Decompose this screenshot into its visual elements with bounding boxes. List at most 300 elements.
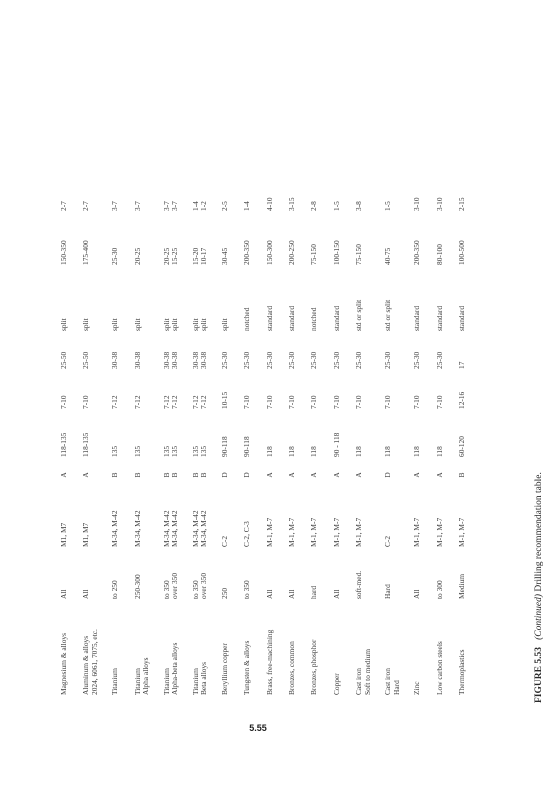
cell-line: Beryllium copper <box>219 643 229 695</box>
cell-line: standard <box>331 305 341 331</box>
table-row <box>436 182 458 700</box>
cell-line: 25-30 <box>242 351 252 369</box>
cell-grade <box>436 462 458 488</box>
cell-grade <box>221 462 243 488</box>
cell-line: M-1, M-7 <box>286 517 296 547</box>
cell-line: 100-150 <box>331 240 341 265</box>
cell-feed <box>221 182 243 216</box>
cell-line: std or split <box>354 299 364 331</box>
cell-hardness <box>60 552 82 604</box>
cell-helix <box>111 336 133 374</box>
cell-line: 7-10 <box>59 395 68 409</box>
cell-point <box>355 270 384 336</box>
cell-line: 20-25 <box>161 247 171 265</box>
cell-line: Bronzes, phosphor <box>309 639 319 695</box>
cell-helix <box>310 336 332 374</box>
cell-line: 118 <box>309 446 319 457</box>
cell-line: 118 <box>383 446 393 457</box>
cell-line: A <box>354 472 364 478</box>
cell-material <box>60 604 82 700</box>
cell-drill <box>458 488 480 552</box>
cell-speed <box>355 216 384 270</box>
cell-line: 200-350 <box>412 240 422 265</box>
cell-line: 7-10 <box>354 395 364 409</box>
cell-feed <box>288 182 310 216</box>
cell-line: split <box>81 318 91 331</box>
cell-line: standard <box>456 305 466 331</box>
page-number: 5.55 <box>249 723 267 733</box>
cell-helix <box>458 336 480 374</box>
cell-grade <box>163 462 192 488</box>
table-row <box>82 182 111 700</box>
cell-line: 2-5 <box>219 201 229 211</box>
cell-line: Magnesium & alloys <box>59 633 68 695</box>
cell-line: 7-10 <box>331 395 341 409</box>
cell-clearance <box>266 374 288 414</box>
cell-hardness <box>355 552 384 604</box>
cell-line: 25-30 <box>412 351 422 369</box>
cell-line: 3-7 <box>161 201 171 211</box>
cell-line: D <box>219 472 229 478</box>
cell-line: All <box>264 589 274 599</box>
cell-line: D <box>383 472 393 478</box>
cell-grade <box>266 462 288 488</box>
cell-line: Tungsten & alloys <box>242 640 252 695</box>
cell-helix <box>355 336 384 374</box>
cell-line: M-34, M-42 <box>132 510 142 547</box>
cell-line: notched <box>242 307 252 331</box>
cell-line: 3-7 <box>170 201 180 211</box>
cell-angle <box>436 414 458 462</box>
cell-clearance <box>288 374 310 414</box>
cell-line: 7-10 <box>286 395 296 409</box>
figure-caption <box>534 472 544 703</box>
cell-line: over 350 <box>199 572 209 599</box>
cell-line: split <box>199 318 209 331</box>
cell-line: 25-30 <box>110 247 120 265</box>
cell-clearance <box>413 374 435 414</box>
cell-hardness <box>111 552 133 604</box>
cell-speed <box>163 216 192 270</box>
cell-grade <box>288 462 310 488</box>
cell-hardness <box>163 552 192 604</box>
cell-helix <box>134 336 163 374</box>
cell-grade <box>458 462 480 488</box>
cell-drill <box>310 488 332 552</box>
cell-line: Alpha alloys <box>141 657 151 695</box>
cell-line: 25-50 <box>59 351 68 369</box>
cell-line: 17 <box>456 361 466 369</box>
cell-feed <box>243 182 265 216</box>
cell-line: M-1, M-7 <box>309 517 319 547</box>
cell-helix <box>221 336 243 374</box>
cell-hardness <box>221 552 243 604</box>
cell-line: 135 <box>161 445 171 457</box>
cell-line: M-1, M-7 <box>264 517 274 547</box>
table-row <box>288 182 310 700</box>
cell-line: 80-100 <box>434 244 444 265</box>
cell-line: C-2, C-3 <box>242 521 252 547</box>
table-row <box>111 182 133 700</box>
cell-hardness <box>458 552 480 604</box>
cell-line: 118 <box>286 446 296 457</box>
cell-line: split <box>219 318 229 331</box>
cell-line: C-2 <box>383 535 393 547</box>
cell-line: M-34, M-42 <box>190 510 200 547</box>
cell-line: B <box>170 472 180 478</box>
cell-feed <box>192 182 221 216</box>
cell-grade <box>60 462 82 488</box>
cell-line: 7-12 <box>161 395 171 409</box>
cell-line: B <box>110 472 120 478</box>
cell-speed <box>82 216 111 270</box>
cell-helix <box>333 336 355 374</box>
cell-line: split <box>59 318 68 331</box>
cell-material <box>111 604 133 700</box>
cell-line: M1, M7 <box>81 522 91 547</box>
cell-line: 40-75 <box>383 247 393 265</box>
cell-angle <box>243 414 265 462</box>
cell-line: 30-38 <box>199 351 209 369</box>
cell-clearance <box>60 374 82 414</box>
cell-line: over 350 <box>170 572 180 599</box>
cell-line: All <box>59 589 68 599</box>
cell-angle <box>163 414 192 462</box>
cell-drill <box>333 488 355 552</box>
cell-feed <box>355 182 384 216</box>
cell-line: B <box>161 472 171 478</box>
cell-line: Low carbon steels <box>434 641 444 695</box>
cell-helix <box>436 336 458 374</box>
cell-line: 135 <box>110 445 120 457</box>
cell-feed <box>111 182 133 216</box>
cell-line: M1, M7 <box>59 522 68 547</box>
cell-line: 30-45 <box>219 247 229 265</box>
cell-line: 25-30 <box>264 351 274 369</box>
cell-line: 200-250 <box>286 240 296 265</box>
cell-line: 250 <box>219 587 229 599</box>
cell-point <box>384 270 413 336</box>
cell-point <box>82 270 111 336</box>
cell-line: B <box>199 472 209 478</box>
cell-line: 118 <box>354 446 364 457</box>
cell-clearance <box>134 374 163 414</box>
cell-angle <box>333 414 355 462</box>
cell-line: 2-15 <box>456 197 466 211</box>
cell-line: 1-5 <box>383 201 393 211</box>
cell-material <box>243 604 265 700</box>
cell-line: to 350 <box>190 580 200 599</box>
cell-clearance <box>163 374 192 414</box>
table-row <box>134 182 163 700</box>
cell-clearance <box>192 374 221 414</box>
cell-line: Medium <box>456 573 466 599</box>
cell-line: 1-4 <box>242 201 252 211</box>
rotated-table-block <box>59 140 544 703</box>
cell-line: Aluminum & alloys <box>81 635 91 695</box>
cell-line: 1-5 <box>331 201 341 211</box>
cell-line: A <box>286 472 296 478</box>
cell-line: 10-15 <box>219 391 229 409</box>
cell-helix <box>163 336 192 374</box>
cell-point <box>266 270 288 336</box>
table-row <box>458 182 480 700</box>
cell-line: 25-30 <box>331 351 341 369</box>
cell-hardness <box>134 552 163 604</box>
cell-material <box>458 604 480 700</box>
cell-speed <box>243 216 265 270</box>
cell-line: M-34, M-42 <box>199 510 209 547</box>
cell-hardness <box>413 552 435 604</box>
cell-speed <box>436 216 458 270</box>
cell-line: 175-400 <box>81 240 91 265</box>
cell-line: M-34, M-42 <box>110 510 120 547</box>
cell-helix <box>243 336 265 374</box>
cell-helix <box>413 336 435 374</box>
cell-grade <box>355 462 384 488</box>
cell-grade <box>384 462 413 488</box>
cell-line: Zinc <box>412 681 422 695</box>
cell-speed <box>266 216 288 270</box>
cell-line: 7-10 <box>309 395 319 409</box>
cell-material <box>221 604 243 700</box>
cell-line: Brass, free-machining <box>264 629 274 695</box>
cell-line: A <box>264 472 274 478</box>
cell-material <box>384 604 413 700</box>
cell-line: standard <box>434 305 444 331</box>
cell-grade <box>413 462 435 488</box>
table-row <box>384 182 413 700</box>
cell-drill <box>82 488 111 552</box>
cell-point <box>163 270 192 336</box>
cell-line: 2024, 6061, 7075, etc. <box>89 629 99 695</box>
cell-angle <box>458 414 480 462</box>
cell-hardness <box>310 552 332 604</box>
cell-drill <box>192 488 221 552</box>
cell-hardness <box>192 552 221 604</box>
cell-line: 7-10 <box>383 395 393 409</box>
cell-line: 118 <box>412 446 422 457</box>
cell-line: 150-350 <box>59 240 68 265</box>
cell-line: A <box>434 472 444 478</box>
table-row <box>243 182 265 700</box>
cell-speed <box>192 216 221 270</box>
cell-line: 2-8 <box>309 201 319 211</box>
cell-hardness <box>384 552 413 604</box>
cell-line: A <box>59 472 68 478</box>
cell-line: 7-12 <box>170 395 180 409</box>
cell-line: Titanium <box>110 668 120 695</box>
cell-line: 25-30 <box>286 351 296 369</box>
cell-line: 7-10 <box>242 395 252 409</box>
cell-line: 7-10 <box>81 395 91 409</box>
cell-line: All <box>331 589 341 599</box>
cell-material <box>288 604 310 700</box>
cell-feed <box>384 182 413 216</box>
cell-drill <box>436 488 458 552</box>
cell-line: 90-118 <box>219 436 229 457</box>
cell-helix <box>288 336 310 374</box>
cell-line: B <box>132 472 142 478</box>
cell-speed <box>134 216 163 270</box>
cell-material <box>355 604 384 700</box>
cell-angle <box>192 414 221 462</box>
cell-line: 250-300 <box>132 574 142 599</box>
cell-drill <box>111 488 133 552</box>
cell-clearance <box>355 374 384 414</box>
cell-line: 30-38 <box>110 351 120 369</box>
cell-line: 3-10 <box>434 197 444 211</box>
cell-line: std or split <box>383 299 393 331</box>
cell-line: M-34, M-42 <box>161 510 171 547</box>
cell-line: 118-135 <box>59 432 68 457</box>
table-row <box>221 182 243 700</box>
table-row <box>266 182 288 700</box>
cell-feed <box>266 182 288 216</box>
cell-angle <box>288 414 310 462</box>
cell-grade <box>310 462 332 488</box>
cell-line: 3-15 <box>286 197 296 211</box>
cell-angle <box>266 414 288 462</box>
cell-line: 25-30 <box>354 351 364 369</box>
cell-line: Hard <box>383 584 393 599</box>
cell-grade <box>134 462 163 488</box>
cell-hardness <box>333 552 355 604</box>
cell-line: 7-12 <box>190 395 200 409</box>
table-row <box>413 182 435 700</box>
cell-point <box>458 270 480 336</box>
cell-point <box>60 270 82 336</box>
cell-helix <box>82 336 111 374</box>
cell-drill <box>355 488 384 552</box>
cell-grade <box>111 462 133 488</box>
cell-line: soft-med. <box>354 570 364 599</box>
cell-line: 7-10 <box>434 395 444 409</box>
cell-grade <box>333 462 355 488</box>
cell-helix <box>266 336 288 374</box>
cell-line: M-1, M-7 <box>434 517 444 547</box>
cell-line: 75-150 <box>309 244 319 265</box>
cell-speed <box>384 216 413 270</box>
cell-clearance <box>458 374 480 414</box>
cell-material <box>82 604 111 700</box>
cell-line: M-1, M-7 <box>354 517 364 547</box>
cell-point <box>111 270 133 336</box>
cell-line: D <box>242 472 252 478</box>
table-row <box>355 182 384 700</box>
cell-line: standard <box>412 305 422 331</box>
cell-speed <box>333 216 355 270</box>
cell-line: to 350 <box>242 580 252 599</box>
cell-line: split <box>170 318 180 331</box>
cell-line: A <box>412 472 422 478</box>
cell-line: 7-10 <box>264 395 274 409</box>
cell-line: Hard <box>391 680 401 695</box>
cell-point <box>310 270 332 336</box>
caption-continued: (Continued) <box>534 594 544 640</box>
cell-feed <box>458 182 480 216</box>
cell-line: B <box>456 472 466 478</box>
cell-angle <box>413 414 435 462</box>
cell-angle <box>384 414 413 462</box>
cell-clearance <box>221 374 243 414</box>
cell-material <box>310 604 332 700</box>
cell-feed <box>413 182 435 216</box>
cell-line: 1-2 <box>199 201 209 211</box>
cell-angle <box>221 414 243 462</box>
cell-line: 10-17 <box>199 247 209 265</box>
caption-title: Drilling recommendation table. <box>534 472 544 592</box>
cell-clearance <box>384 374 413 414</box>
cell-hardness <box>436 552 458 604</box>
cell-speed <box>288 216 310 270</box>
cell-line: Soft to medium <box>362 649 372 695</box>
cell-line: 30-38 <box>132 351 142 369</box>
cell-line: 90-118 <box>242 436 252 457</box>
cell-line: 118 <box>434 446 444 457</box>
cell-line: 135 <box>170 445 180 457</box>
cell-line: 20-25 <box>132 247 142 265</box>
cell-line: A <box>81 472 91 478</box>
cell-line: 15-25 <box>170 247 180 265</box>
cell-helix <box>60 336 82 374</box>
cell-line: 25-30 <box>309 351 319 369</box>
cell-drill <box>384 488 413 552</box>
cell-line: to 250 <box>110 580 120 599</box>
cell-line: A <box>309 472 319 478</box>
cell-point <box>333 270 355 336</box>
cell-angle <box>355 414 384 462</box>
cell-line: standard <box>264 305 274 331</box>
cell-drill <box>134 488 163 552</box>
cell-line: split <box>190 318 200 331</box>
cell-material <box>266 604 288 700</box>
cell-clearance <box>243 374 265 414</box>
cell-line: B <box>190 472 200 478</box>
cell-feed <box>333 182 355 216</box>
table-row <box>192 182 221 700</box>
cell-line: 135 <box>132 445 142 457</box>
table-row <box>163 182 192 700</box>
cell-speed <box>111 216 133 270</box>
cell-line: 7-10 <box>412 395 422 409</box>
cell-line: standard <box>286 305 296 331</box>
cell-line: 7-12 <box>199 395 209 409</box>
cell-drill <box>266 488 288 552</box>
cell-grade <box>192 462 221 488</box>
cell-point <box>436 270 458 336</box>
cell-line: 90 - 118 <box>331 432 341 457</box>
cell-line: Titanium <box>190 668 200 695</box>
cell-line: 75-150 <box>354 244 364 265</box>
cell-clearance <box>111 374 133 414</box>
figure-label: FIGURE 5.53 <box>534 647 544 703</box>
cell-clearance <box>436 374 458 414</box>
cell-angle <box>310 414 332 462</box>
table-row <box>333 182 355 700</box>
cell-helix <box>384 336 413 374</box>
cell-line: 30-38 <box>161 351 171 369</box>
cell-point <box>134 270 163 336</box>
cell-line: 12-16 <box>456 391 466 409</box>
cell-line: to 300 <box>434 580 444 599</box>
cell-line: 25-50 <box>81 351 91 369</box>
cell-feed <box>82 182 111 216</box>
cell-line: Cast iron <box>383 668 393 695</box>
cell-angle <box>60 414 82 462</box>
cell-line: 60-120 <box>456 436 466 457</box>
cell-hardness <box>266 552 288 604</box>
